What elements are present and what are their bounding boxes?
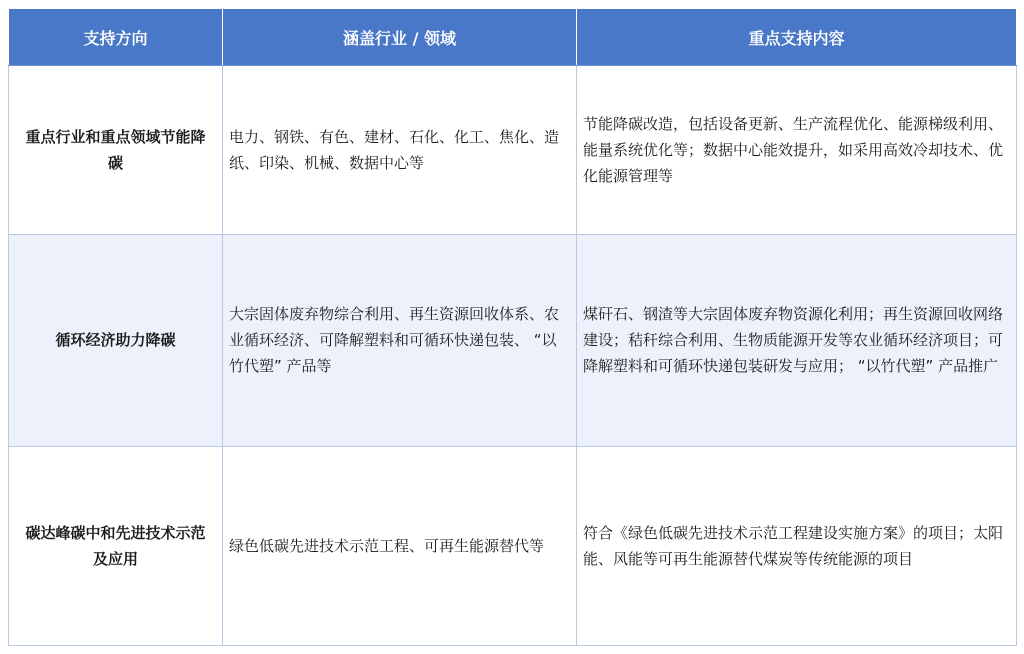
header-support-direction: 支持方向: [9, 9, 223, 66]
cell-industries: 电力、钢铁、有色、建材、石化、化工、焦化、造纸、印染、机械、数据中心等: [223, 66, 577, 235]
header-key-content: 重点支持内容: [577, 9, 1017, 66]
cell-content: 节能降碳改造，包括设备更新、生产流程优化、能源梯级利用、能量系统优化等；数据中心能效提升，如采用高效冷却技术、优化能源管理等: [577, 66, 1017, 235]
table-row: [9, 446, 1017, 645]
cell-content: 煤矸石、钢渣等大宗固体废弃物资源化利用；再生资源回收网络建设；秸秆综合利用、生物质能源开发等农业循环经济项目；可降解塑料和可循环快递包装研发与应用； “以竹代塑” 产品推广: [577, 235, 1017, 446]
policy-table-container: [8, 8, 1016, 646]
cell-industries: 绿色低碳先进技术示范工程、可再生能源替代等: [223, 446, 577, 645]
cell-industries: 大宗固体废弃物综合利用、再生资源回收体系、农业循环经济、可降解塑料和可循环快递包装、 “以竹代塑” 产品等: [223, 235, 577, 446]
support-direction-table: [8, 8, 1017, 646]
table-header-row: [9, 9, 1017, 66]
table-row: [9, 235, 1017, 446]
cell-direction: 重点行业和重点领域节能降碳: [9, 66, 223, 235]
table-row: [9, 66, 1017, 235]
cell-direction: 循环经济助力降碳: [9, 235, 223, 446]
header-industries: 涵盖行业 / 领域: [223, 9, 577, 66]
cell-content: 符合《绿色低碳先进技术示范工程建设实施方案》的项目；太阳能、风能等可再生能源替代煤炭等传统能源的项目: [577, 446, 1017, 645]
cell-direction: 碳达峰碳中和先进技术示范及应用: [9, 446, 223, 645]
